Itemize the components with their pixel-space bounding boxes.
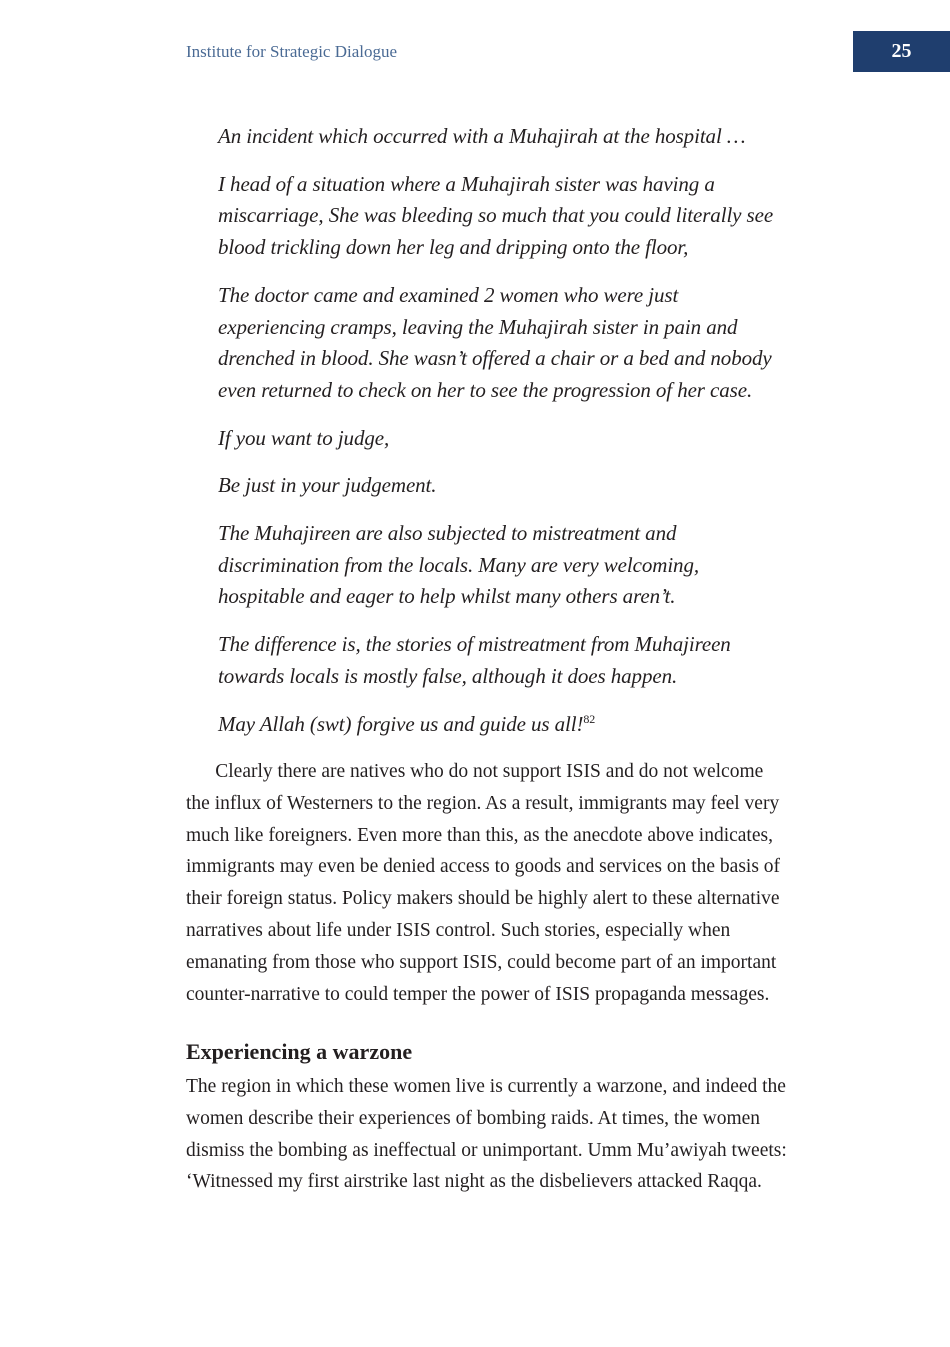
page-number: 25 [853,31,950,72]
quote-paragraph: The Muhajireen are also subjected to mistreatment and discrimination from the locals. Many are very welcoming, hospitable and eager to help whilst many others aren’t. [218,521,700,609]
quote-block [218,121,818,756]
quote-paragraph: If you want to judge, [218,425,390,450]
quote-paragraph: The difference is, the stories of mistreatment from Muhajireen towards locals is mostly false, although it does happen. [218,632,731,688]
quote-paragraph: I head of a situation where a Muhajirah sister was having a miscarriage, She was bleeding so much that you could literally see blood trickling down her leg and dripping onto the floor, [218,171,774,260]
running-header: Institute for Strategic Dialogue [186,42,398,61]
section-paragraph: The region in which these women live is currently a warzone, and indeed the women describe their experiences of bombing raids. At times, the women dismiss the bombing as ineffectual or unimportant. Umm Mu’awiyah tweets: ‘Witnessed my first airstrike last night as the disbelievers attacked Raqqa. [186,1076,787,1193]
quote-last-line-text: May Allah (swt) forgive us and guide us all! [218,711,584,736]
quote-paragraph: Be just in your judgement. [218,473,437,498]
quote-last-line [218,709,818,741]
quote-paragraph: An incident which occurred with a Muhajirah at the hospital … [218,124,746,148]
quote-paragraph: The doctor came and examined 2 women who were just experiencing cramps, leaving the Muhajirah sister in pain and drenched in blood. She wasn’t offered a chair or a bed and nobody even returned to check on her to see the progression of her case. [218,282,772,402]
footnote-reference[interactable]: 82 [583,711,596,726]
section-heading: Experiencing a warzone [186,1039,413,1064]
body-paragraph: Clearly there are natives who do not support ISIS and do not welcome the influx of Westerners to the region. As a result, immigrants may feel very much like foreigners. Even more than this, as the anecdote above indicates, immigrants may even be denied access to goods and services on the basis of their foreign status. Policy makers should be highly alert to these alternative narratives about life under ISIS control. Such stories, especially when emanating from those who support ISIS, could become part of an important counter-narrative to could temper the power of ISIS propaganda messages. [186,761,781,1005]
